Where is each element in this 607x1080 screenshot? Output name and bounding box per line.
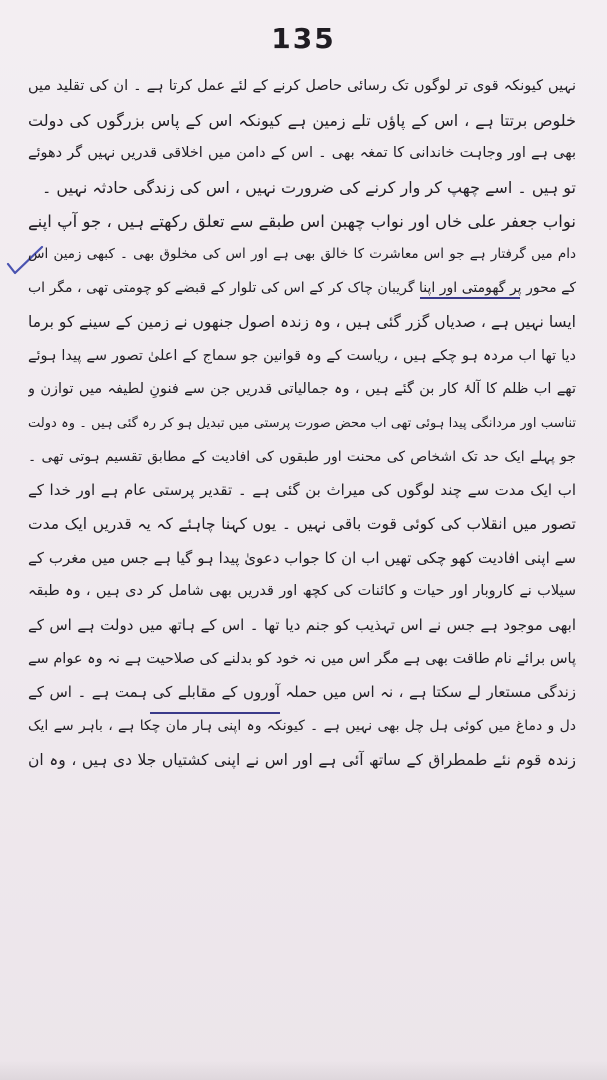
text-line: ایسا نہیں ہے ، صدیاں گزر گئی ہیں ، وہ زندہ اصول جنھوں نے زمین کے سینے کو برما <box>28 312 576 331</box>
text-line: نہیں کیونکہ قوی تر لوگوں تک رسائی حاصل کرنے کے لئے عمل کرتا ہے ۔ ان کی تقلید میں <box>28 78 576 94</box>
page-number: 135 <box>271 22 336 55</box>
text-line: دام میں گرفتار ہے جو اس معاشرت کا خالق بھی ہے اور اس کی مخلوق بھی ۔ کبھی زمین اس <box>28 246 576 263</box>
text-line: تھے اب ظلم کا آلۂ کار بن گئے ہیں ، وہ جمالیاتی قدریں جن سے فنونِ لطیفہ میں توازن و <box>28 381 576 398</box>
text-line: پاس برائے نام طاقت بھی ہے مگر اس میں نہ خود کو بدلنے کی صلاحیت ہے نہ وہ عوام سے <box>28 650 576 667</box>
page-shadow <box>0 1060 607 1080</box>
body-text <box>28 70 576 777</box>
text-line: تصور میں انقلاب کی کوئی قوت باقی نہیں ۔ یوں کہنا چاہئے کہ یہ قدریں ایک مدت <box>28 514 576 533</box>
text-line: تو ہیں ۔ اسے چھپ کر وار کرنے کی ضرورت نہیں ، اس کی زندگی حادثہ نہیں ۔ <box>41 178 576 198</box>
text-line: ابھی موجود ہے جس نے اس تہذیب کو جنم دیا تھا ۔ اس کے ہاتھ میں دولت ہے اس کے <box>28 616 576 634</box>
text-line: اب ایک مدت سے چند لوگوں کی میراث بن گئی ہے ۔ تقدیر پرستی عام ہے اور خدا کے <box>28 481 576 500</box>
text-line: دل و دماغ میں کوئی ہل چل بھی نہیں ہے ۔ کیونکہ وہ اپنی ہار مان چکا ہے ، باہر سے ایک <box>28 718 576 735</box>
text-line: جو پہلے ایک حد تک اشخاص کی محنت اور طبقوں کی افادیت کے مطابق تقسیم ہوتی تھی ۔ <box>28 448 576 465</box>
text-line: زندگی مستعار لے سکتا ہے ، نہ اس میں حملہ آوروں کے مقابلے کی ہمت ہے ۔ اس کے <box>28 683 576 702</box>
text-line: خلوص برتتا ہے ، اس کے پاؤں تلے زمین ہے کیونکہ اس کے پاس بزرگوں کی دولت <box>28 110 576 130</box>
text-line: بھی ہے اور وجاہت خاندانی کا تمغہ بھی ۔ اس کے دامن میں اخلاقی قدریں نہیں گر دھوئے <box>28 145 576 162</box>
text-line: دیا تھا اب مردہ ہو چکے ہیں ، ریاست کے وہ قوانین جو سماج کے اعلیٰ تصور سے پیدا ہوئے <box>28 347 576 364</box>
text-line: زندہ قوم نئے طمطراق کے ساتھ آئی ہے اور اس نے اپنی کشتیاں جلا دی ہیں ، وہ ان <box>28 750 576 769</box>
text-line: کے محور پر گھومتی اور اپنا گریبان چاک کر کے اس کی تلوار کے قبضے کو چومتی تھی ، مگر اب <box>28 280 576 297</box>
text-line: سیلاب نے کاروبار اور حیات و کائنات کی کچھ اور قدریں بھی شامل کر دی ہیں ، وہ طبقہ <box>28 583 576 600</box>
text-line: نواب جعفر علی خاں اور نواب چھبن اس طبقے سے تعلق رکھتے ہیں ، جو آپ اپنے <box>28 211 576 231</box>
text-line: تناسب اور مردانگی پیدا ہوئی تھی اب محض صورت پرستی میں تبدیل ہو کر رہ گئی ہیں ۔ وہ دولت <box>28 415 576 431</box>
text-line: سے اپنی افادیت کھو چکی تھیں اب ان کا جواب دعویٰ پیدا ہو گیا ہے جس میں مغرب کے <box>28 548 576 567</box>
